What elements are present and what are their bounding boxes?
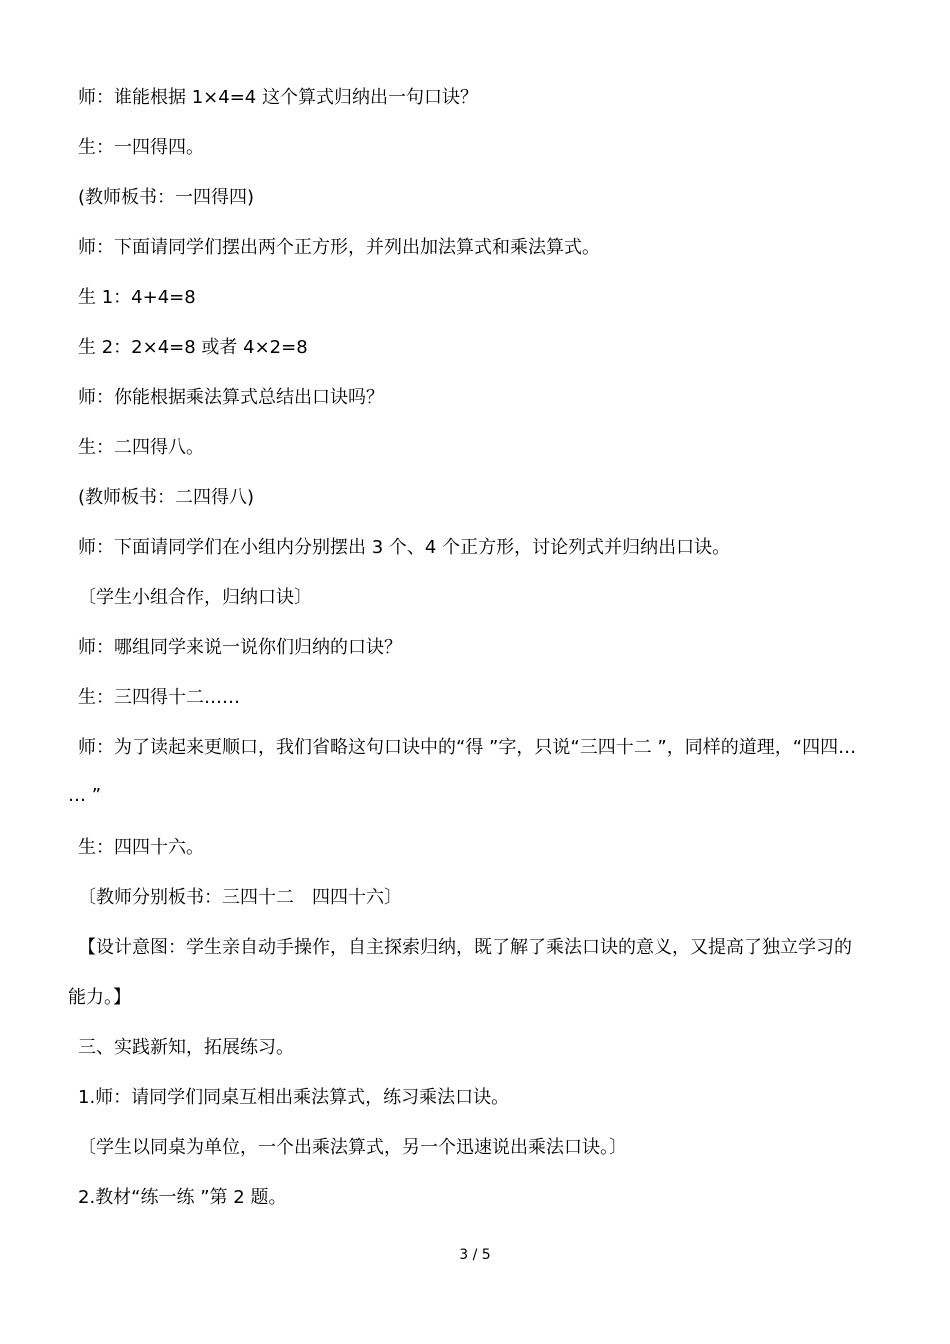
text-line: 〔学生以同桌为单位，一个出乘法算式，另一个迅速说出乘法口诀。〕: [78, 1137, 627, 1158]
text-line: 师：下面请同学们摆出两个正方形，并列出加法算式和乘法算式。: [78, 237, 600, 258]
text-line: 〔学生小组合作，归纳口诀〕: [78, 587, 312, 608]
text-line: (教师板书：一四得四): [78, 187, 255, 208]
text-line: 能力。】: [68, 987, 131, 1008]
text-line: 生 1：4+4=8: [78, 287, 196, 308]
text-line: 2.教材“练一练 ”第 2 题。: [78, 1187, 287, 1208]
page-indicator: 3 / 5: [459, 1247, 491, 1263]
text-line: 师：为了读起来更顺口，我们省略这句口诀中的“得 ”字，只说“三四十二 ”，同样的道理，“四四…: [78, 737, 857, 758]
text-line: 【设计意图：学生亲自动手操作，自主探索归纳，既了解了乘法口诀的意义，又提高了独立学习的: [78, 937, 852, 958]
text-line: 生：四四十六。: [78, 837, 204, 858]
text-line: 生：二四得八。: [78, 437, 204, 458]
text-line: 师：谁能根据 1×4=4 这个算式归纳出一句口诀？: [78, 87, 478, 108]
text-line: 师：下面请同学们在小组内分别摆出 3 个、4 个正方形，讨论列式并归纳出口诀。: [78, 537, 731, 558]
text-line: 生 2：2×4=8 或者 4×2=8: [78, 337, 308, 358]
text-line: 〔教师分别板书：三四十二 四四十六〕: [78, 887, 402, 908]
text-line: … ”: [68, 785, 102, 806]
text-line: 生：三四得十二……: [78, 687, 240, 708]
text-line: 1.师：请同学们同桌互相出乘法算式，练习乘法口诀。: [78, 1087, 510, 1108]
text-line: (教师板书：二四得八): [78, 487, 255, 508]
text-line: 师：你能根据乘法算式总结出口诀吗？: [78, 387, 384, 408]
text-line: 生：一四得四。: [78, 137, 204, 158]
text-line: 三、实践新知，拓展练习。: [78, 1037, 294, 1058]
text-line: 师：哪组同学来说一说你们归纳的口诀？: [78, 637, 402, 658]
